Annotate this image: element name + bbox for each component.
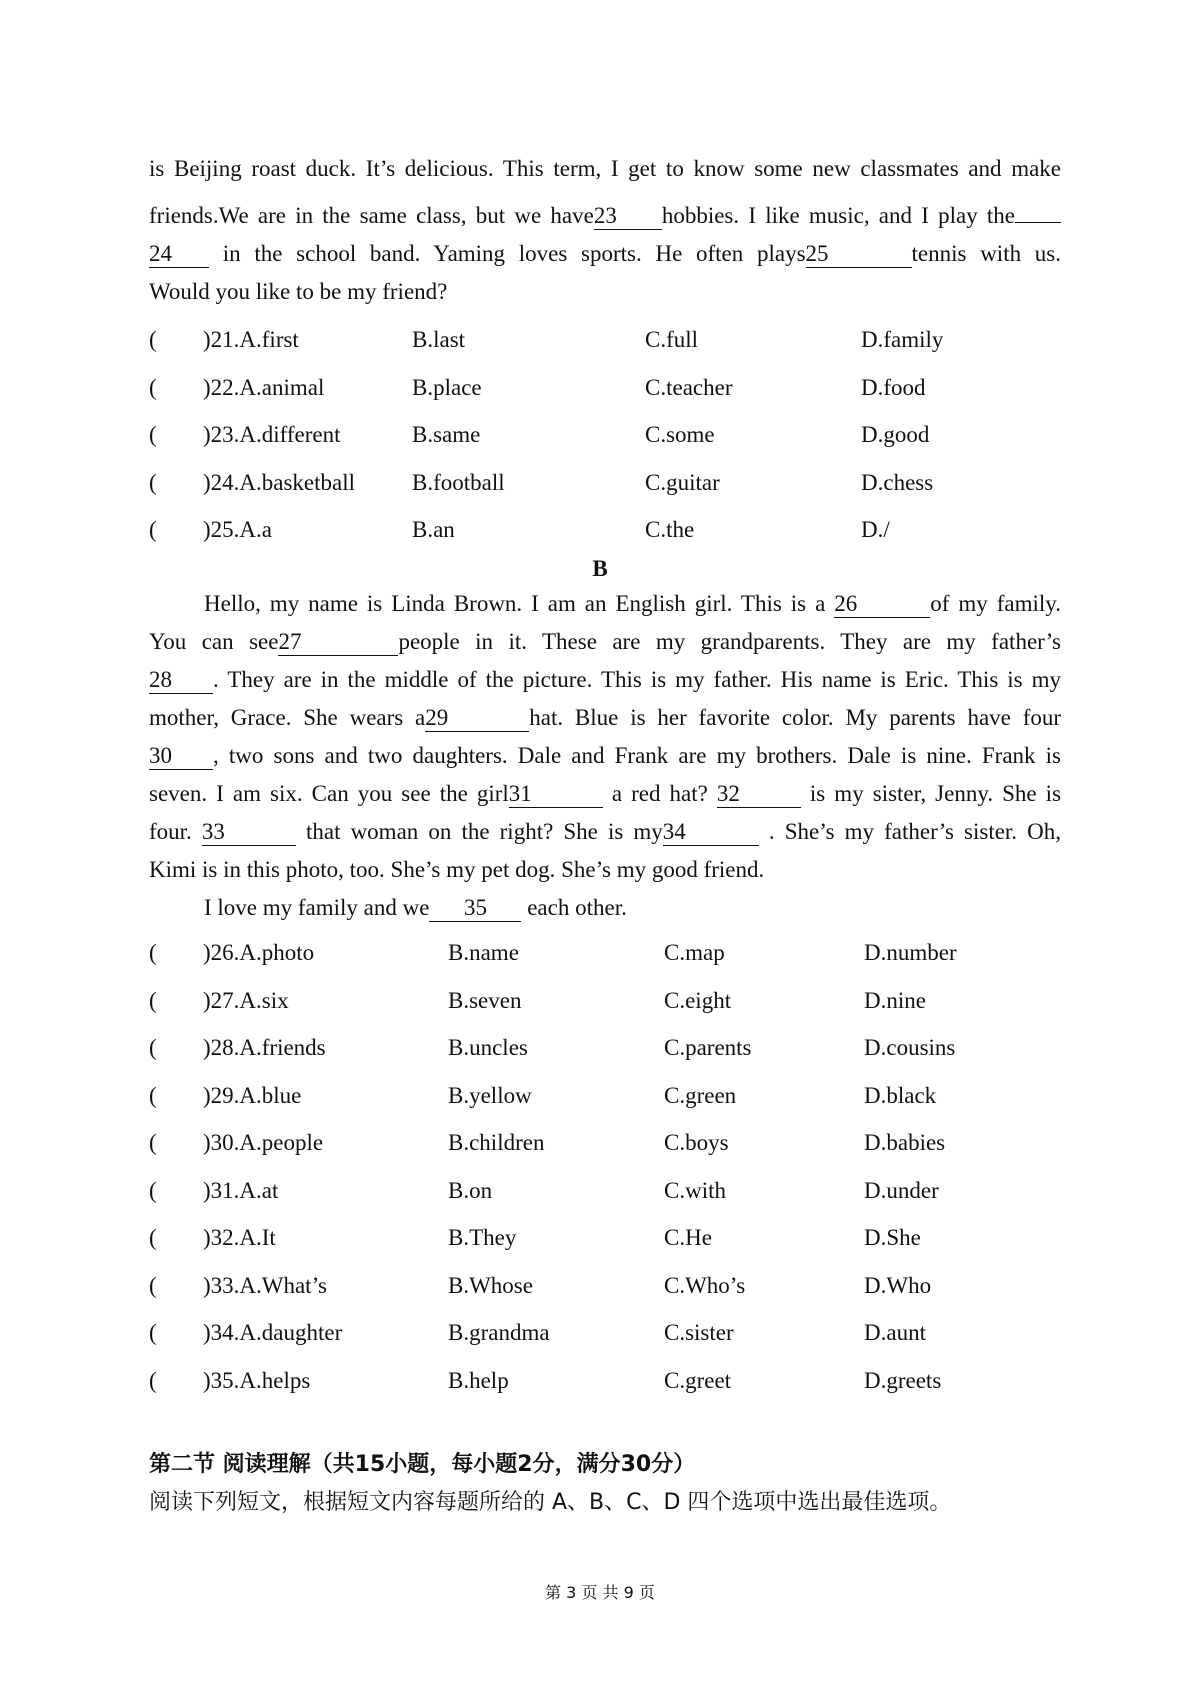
question-number-option-a: )30.A.people: [203, 1130, 324, 1155]
blank-33: 33: [202, 819, 296, 846]
answer-paren: (: [149, 1320, 157, 1345]
text-run: , two sons and two daughters. Dale and Frank are my brothers. Dale is nine. Frank is: [213, 743, 1061, 768]
question-number-option-a: )31.A.at: [203, 1177, 279, 1203]
option-b: B.football: [412, 469, 505, 495]
question-number-option-a: )25.A.a: [203, 517, 272, 542]
option-c: C.boys: [664, 1130, 729, 1155]
option-b: B.seven: [448, 987, 522, 1013]
text-run: each other.: [527, 895, 627, 920]
blank-26: 26: [834, 591, 930, 618]
option-c: C.teacher: [645, 374, 733, 400]
text-run: is my sister, Jenny. She is: [809, 781, 1062, 806]
section-2-title: 第二节 阅读理解（共15小题，每小题2分，满分30分）: [149, 1452, 696, 1477]
option-c: C.Who’s: [664, 1272, 746, 1298]
answer-paren: (: [149, 1367, 157, 1393]
text-run: four.: [149, 819, 192, 844]
text-run: people in it. These are my grandparents. They are my father’s: [398, 629, 1062, 654]
blank-24: 24: [149, 241, 209, 268]
section-2-instruction: 阅读下列短文，根据短文内容每题所给的 A、B、C、D 四个选项中选出最佳选项。: [149, 1490, 952, 1515]
option-c: C.full: [645, 327, 699, 352]
option-d: D./: [861, 517, 890, 542]
passage-a-line-3: [149, 239, 1061, 269]
option-b: B.on: [448, 1177, 493, 1203]
question-number-option-a: )33.A.What’s: [203, 1272, 327, 1298]
option-d: D.aunt: [864, 1320, 926, 1345]
text-run: . They are in the middle of the picture. This is my father. His name is Eric. This is my: [213, 667, 1061, 692]
text-run: mother, Grace. She wears a: [149, 705, 426, 730]
passage-b-line-3: [149, 665, 1061, 695]
option-c: C.sister: [664, 1320, 734, 1345]
passage-a-line-1: is Beijing roast duck. It’s delicious. This term, I get to know some new classmates and make: [149, 156, 1061, 181]
passage-b-line-5: [149, 741, 1061, 771]
blank-32: 32: [717, 781, 801, 808]
passage-b-line-7: [149, 817, 1061, 847]
option-d: D.cousins: [864, 1035, 956, 1060]
question-number-option-a: )21.A.first: [203, 327, 299, 352]
passage-b-line-1: [204, 589, 1061, 619]
answer-paren: (: [149, 374, 157, 400]
option-d: D.good: [861, 422, 930, 447]
blank-23: 23: [594, 203, 662, 230]
option-c: C.greet: [664, 1367, 732, 1393]
option-b: B.grandma: [448, 1320, 550, 1345]
question-number-option-a: )34.A.daughter: [203, 1320, 343, 1345]
option-b: B.yellow: [448, 1082, 532, 1108]
option-d: D.chess: [861, 469, 934, 495]
blank-28: 28: [149, 667, 213, 694]
passage-b-line-8: Kimi is in this photo, too. She’s my pet dog. She’s my good friend.: [149, 857, 765, 882]
blank-34: 34: [663, 819, 759, 846]
option-c: C.map: [664, 940, 725, 965]
text-run: seven. I am six. Can you see the girl: [149, 781, 509, 806]
passage-a-line-4: Would you like to be my friend?: [149, 279, 448, 304]
question-number-option-a: )24.A.basketball: [203, 469, 356, 495]
blank-25: 25: [806, 241, 912, 268]
option-b: B.uncles: [448, 1035, 528, 1060]
option-d: D.family: [861, 327, 944, 352]
answer-paren: (: [149, 1272, 157, 1298]
question-number-option-a: )26.A.photo: [203, 940, 315, 965]
option-d: D.babies: [864, 1130, 946, 1155]
question-number-option-a: )22.A.animal: [203, 374, 325, 400]
option-c: C.eight: [664, 987, 732, 1013]
answer-paren: (: [149, 1177, 157, 1203]
option-c: C.green: [664, 1082, 737, 1108]
answer-paren: (: [149, 940, 157, 965]
answer-paren: (: [149, 1082, 157, 1108]
question-number-option-a: )23.A.different: [203, 422, 341, 447]
option-b: B.Whose: [448, 1272, 533, 1298]
option-d: D.nine: [864, 987, 926, 1013]
question-number-option-a: )35.A.helps: [203, 1367, 311, 1393]
option-c: C.He: [664, 1225, 712, 1250]
option-c: C.the: [645, 517, 695, 542]
passage-b-line-6: [149, 779, 1061, 809]
answer-paren: (: [149, 422, 157, 447]
option-c: C.with: [664, 1177, 726, 1203]
option-d: D.number: [864, 940, 957, 965]
option-d: D.black: [864, 1082, 937, 1108]
page-number: 第 3 页 共 9 页: [545, 1583, 655, 1602]
question-number-option-a: )32.A.It: [203, 1225, 276, 1250]
blank-29: 29: [425, 705, 529, 732]
text-run: of my family.: [930, 591, 1062, 616]
text-run: You can see: [149, 629, 279, 654]
blank-30: 30: [149, 743, 213, 770]
blank-35: 35: [429, 895, 521, 922]
option-b: B.help: [448, 1367, 509, 1393]
option-b: B.children: [448, 1130, 545, 1155]
option-b: B.last: [412, 327, 466, 352]
option-d: D.Who: [864, 1272, 932, 1298]
option-d: D.under: [864, 1177, 939, 1203]
blank-27: 27: [278, 629, 398, 656]
blank-underline: [1015, 222, 1061, 223]
option-c: C.some: [645, 422, 715, 447]
option-d: D.greets: [864, 1367, 942, 1393]
option-b: B.They: [448, 1225, 517, 1250]
text-run: tennis with us.: [911, 241, 1062, 266]
answer-paren: (: [149, 327, 157, 352]
text-run: I love my family and we: [204, 895, 430, 920]
passage-b-line-2: [149, 627, 1061, 657]
option-b: B.name: [448, 940, 519, 965]
answer-paren: (: [149, 1130, 157, 1155]
text-run: a red hat?: [611, 781, 708, 806]
answer-paren: (: [149, 1225, 157, 1250]
passage-b-line-4: [149, 703, 1061, 733]
text-run: hobbies. I like music, and I play the: [661, 203, 1016, 228]
section-b-heading: B: [592, 556, 608, 581]
text-run: in the school band. Yaming loves sports. He often plays: [222, 241, 806, 266]
option-b: B.same: [412, 422, 481, 447]
option-b: B.an: [412, 517, 455, 542]
option-c: C.guitar: [645, 469, 720, 495]
answer-paren: (: [149, 469, 157, 495]
option-d: D.She: [864, 1225, 921, 1250]
text-run: hat. Blue is her favorite color. My parents have four: [529, 705, 1062, 730]
passage-a-line-2: [149, 201, 1061, 231]
text-run: . She’s my father’s sister. Oh,: [768, 819, 1061, 844]
answer-paren: (: [149, 1035, 157, 1060]
question-number-option-a: )29.A.blue: [203, 1082, 302, 1108]
text-run: that woman on the right? She is my: [306, 819, 663, 844]
answer-paren: (: [149, 517, 157, 542]
text-run: friends.We are in the same class, but we have: [149, 203, 594, 228]
blank-31: 31: [509, 781, 603, 808]
answer-paren: (: [149, 987, 157, 1013]
text-run: Hello, my name is Linda Brown. I am an English girl. This is a: [204, 591, 826, 616]
question-number-option-a: )28.A.friends: [203, 1035, 326, 1060]
option-d: D.food: [861, 374, 926, 400]
passage-b-line-9: [204, 893, 1116, 923]
option-b: B.place: [412, 374, 482, 400]
question-number-option-a: )27.A.six: [203, 987, 289, 1013]
option-c: C.parents: [664, 1035, 752, 1060]
